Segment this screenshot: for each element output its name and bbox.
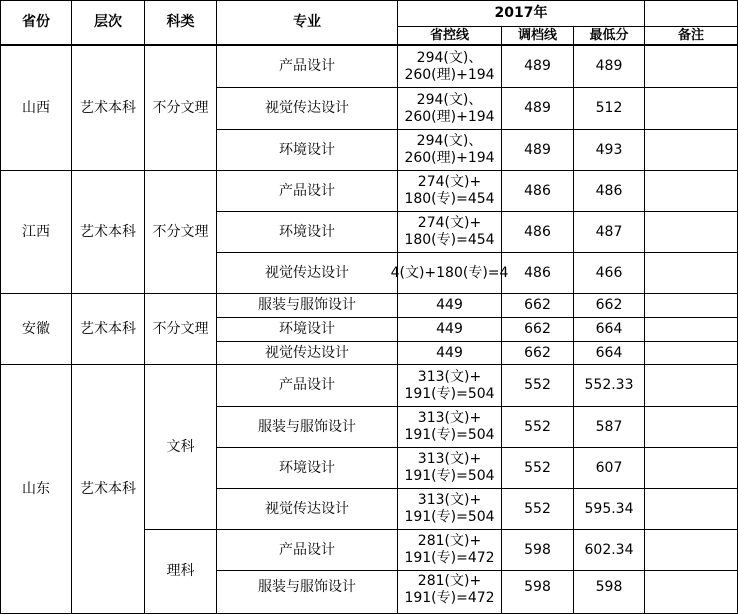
cell-control-line xyxy=(398,407,502,448)
province-jiangxi: 江西 xyxy=(0,171,72,294)
cell-min-score: 595.34 xyxy=(574,489,645,530)
cell-major: 环境设计 xyxy=(217,212,398,253)
cell-min-score: 607 xyxy=(574,448,645,489)
cell-control-line xyxy=(398,88,502,130)
cell-major: 产品设计 xyxy=(217,171,398,212)
control-line-l1: 294(文)、 xyxy=(416,133,483,149)
control-line-l1: 274(文)+ xyxy=(417,174,482,190)
cell-major: 产品设计 xyxy=(217,365,398,407)
cell-adjust-line: 489 xyxy=(502,88,574,130)
cell-remark xyxy=(645,318,738,342)
cell-remark xyxy=(645,448,738,489)
cell-remark xyxy=(645,489,738,530)
control-line-l1: 313(文)+ xyxy=(417,368,482,385)
cell-remark xyxy=(645,342,738,365)
cell-adjust-line: 598 xyxy=(502,571,574,614)
control-line-l2: 191(专)=472 xyxy=(404,550,495,566)
cell-major: 环境设计 xyxy=(217,318,398,342)
cell-adjust-line: 598 xyxy=(502,530,574,571)
cell-control-line: 4(文)+180(专)=4 xyxy=(398,253,502,294)
cell-min-score: 662 xyxy=(574,294,645,318)
cell-min-score: 664 xyxy=(574,342,645,365)
cell-min-score: 489 xyxy=(574,46,645,88)
cell-remark xyxy=(645,365,738,407)
header-min-score: 最低分 xyxy=(574,27,645,46)
cell-major: 视觉传达设计 xyxy=(217,88,398,130)
cell-min-score: 552.33 xyxy=(574,365,645,407)
category-shanxi: 不分文理 xyxy=(145,46,217,171)
cell-adjust-line: 662 xyxy=(502,294,574,318)
cell-adjust-line: 489 xyxy=(502,130,574,171)
cell-major: 视觉传达设计 xyxy=(217,342,398,365)
cell-remark xyxy=(645,530,738,571)
cell-adjust-line: 489 xyxy=(502,46,574,88)
level-jiangxi: 艺术本科 xyxy=(72,171,145,294)
cell-control-line: 449 xyxy=(398,342,502,365)
cell-adjust-line: 552 xyxy=(502,448,574,489)
cell-remark xyxy=(645,407,738,448)
cell-adjust-line: 552 xyxy=(502,365,574,407)
cell-min-score: 466 xyxy=(574,253,645,294)
control-line-l1: 313(文)+ xyxy=(417,410,482,426)
cell-control-line xyxy=(398,530,502,571)
category-shandong-wen: 文科 xyxy=(145,365,217,530)
cell-min-score: 664 xyxy=(574,318,645,342)
control-line-l2: 260(理)+194 xyxy=(404,66,495,83)
cell-min-score: 598 xyxy=(574,571,645,614)
province-anhui: 安徽 xyxy=(0,294,72,365)
control-line-l1: 313(文)+ xyxy=(417,451,482,467)
header-year-spare xyxy=(645,0,738,27)
cell-min-score: 587 xyxy=(574,407,645,448)
cell-adjust-line: 486 xyxy=(502,212,574,253)
cell-remark xyxy=(645,253,738,294)
level-shandong: 艺术本科 xyxy=(72,365,145,614)
control-line-l2: 191(专)=472 xyxy=(404,590,495,606)
cell-adjust-line: 486 xyxy=(502,171,574,212)
control-line-l2: 191(专)=504 xyxy=(404,385,495,402)
header-major: 专业 xyxy=(217,0,398,46)
cell-min-score: 512 xyxy=(574,88,645,130)
control-line-l2: 260(理)+194 xyxy=(404,150,495,166)
cell-remark xyxy=(645,46,738,88)
cell-remark xyxy=(645,571,738,614)
cell-control-line xyxy=(398,489,502,530)
level-shanxi: 艺术本科 xyxy=(72,46,145,171)
cell-control-line: 449 xyxy=(398,294,502,318)
cell-min-score: 602.34 xyxy=(574,530,645,571)
cell-remark xyxy=(645,130,738,171)
cell-control-line xyxy=(398,365,502,407)
control-line-l2: 180(专)=454 xyxy=(404,191,495,207)
control-line-l2: 260(理)+194 xyxy=(404,108,495,125)
cell-remark xyxy=(645,294,738,318)
cell-adjust-line: 662 xyxy=(502,318,574,342)
province-shandong: 山东 xyxy=(0,365,72,614)
category-shandong-li: 理科 xyxy=(145,530,217,614)
cell-control-line: 449 xyxy=(398,318,502,342)
cell-min-score: 487 xyxy=(574,212,645,253)
control-line-l2: 191(专)=504 xyxy=(404,509,495,525)
control-line-l1: 281(文)+ xyxy=(417,573,482,589)
header-category: 科类 xyxy=(145,0,217,46)
cell-remark xyxy=(645,88,738,130)
cell-min-score: 486 xyxy=(574,171,645,212)
cell-adjust-line: 552 xyxy=(502,489,574,530)
cell-control-line xyxy=(398,171,502,212)
control-line-l1: 281(文)+ xyxy=(417,533,482,549)
cell-remark xyxy=(645,171,738,212)
cell-major: 环境设计 xyxy=(217,448,398,489)
header-adjust-line: 调档线 xyxy=(502,27,574,46)
cell-control-line xyxy=(398,212,502,253)
control-line-l1: 294(文)、 xyxy=(416,49,483,66)
control-line-l1: 274(文)+ xyxy=(417,215,482,231)
header-remark: 备注 xyxy=(645,27,738,46)
cell-control-line xyxy=(398,130,502,171)
header-province: 省份 xyxy=(0,0,72,46)
cell-major: 产品设计 xyxy=(217,530,398,571)
category-jiangxi: 不分文理 xyxy=(145,171,217,294)
header-year: 2017年 xyxy=(398,0,645,27)
cell-major: 环境设计 xyxy=(217,130,398,171)
control-line-l2: 191(专)=504 xyxy=(404,468,495,484)
header-control-line: 省控线 xyxy=(398,27,502,46)
control-line-l2: 191(专)=504 xyxy=(404,427,495,443)
control-line-l1: 313(文)+ xyxy=(417,492,482,508)
category-anhui: 不分文理 xyxy=(145,294,217,365)
cell-adjust-line: 662 xyxy=(502,342,574,365)
control-line-l1: 294(文)、 xyxy=(416,91,483,108)
cell-adjust-line: 486 xyxy=(502,253,574,294)
cell-control-line xyxy=(398,448,502,489)
cell-major: 产品设计 xyxy=(217,46,398,88)
cell-major: 服装与服饰设计 xyxy=(217,294,398,318)
cell-min-score: 493 xyxy=(574,130,645,171)
cell-control-line xyxy=(398,46,502,88)
header-level: 层次 xyxy=(72,0,145,46)
cell-major: 服装与服饰设计 xyxy=(217,407,398,448)
cell-major: 服装与服饰设计 xyxy=(217,571,398,614)
cell-control-line xyxy=(398,571,502,614)
province-shanxi: 山西 xyxy=(0,46,72,171)
cell-remark xyxy=(645,212,738,253)
cell-adjust-line: 552 xyxy=(502,407,574,448)
control-line-l2: 180(专)=454 xyxy=(404,232,495,248)
cell-major: 视觉传达设计 xyxy=(217,253,398,294)
level-anhui: 艺术本科 xyxy=(72,294,145,365)
cell-major: 视觉传达设计 xyxy=(217,489,398,530)
